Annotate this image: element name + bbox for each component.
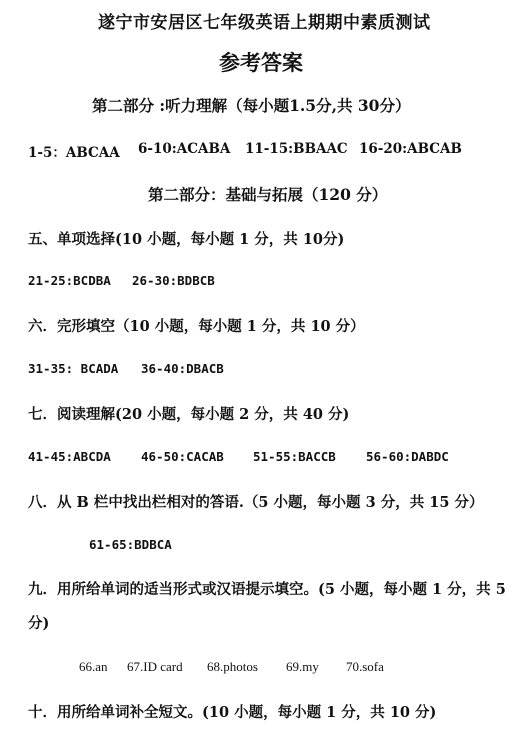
section-10-heading: 十．用所给单词补全短文。(10 小题，每小题 1 分，共 10 分): [28, 704, 437, 721]
document-subtitle: 参考答案: [219, 50, 303, 75]
section-9-heading-line1: 九．用所给单词的适当形式或汉语提示填空。(5 小题，每小题 1 分，共 5: [28, 581, 506, 598]
section-8-heading: 八．从 B 栏中找出栏相对的答语.（5 小题，每小题 3 分，共 15 分）: [28, 494, 484, 511]
answer-s9-2: 67.ID card: [127, 659, 183, 674]
answer-s7-2: 46-50:CACAB: [141, 449, 224, 464]
answer-s7-3: 51-55:BACCB: [253, 449, 336, 464]
answer-s7-4: 56-60:DABDC: [366, 449, 449, 464]
answer-s5-1: 21-25:BCDBA: [28, 273, 111, 288]
section-basics-heading: 第二部分：基础与拓展（120 分）: [148, 185, 388, 204]
section-5-heading: 五、单项选择(10 小题，每小题 1 分，共 10分): [28, 231, 345, 248]
answer-listening-2: 6-10:ACABA: [138, 141, 231, 157]
answer-s9-5: 70.sofa: [346, 659, 384, 674]
answer-s9-4: 69.my: [286, 659, 319, 674]
section-7-heading: 七．阅读理解(20 小题，每小题 2 分，共 40 分): [28, 406, 350, 423]
answer-s6-2: 36-40:DBACB: [141, 361, 224, 376]
section-9-heading-line2: 分): [28, 615, 50, 632]
answer-s8-1: 61-65:BDBCA: [89, 537, 172, 552]
answer-listening-3: 11-15:BBAAC: [245, 141, 348, 157]
answer-s5-2: 26-30:BDBCB: [132, 273, 215, 288]
section-6-heading: 六．完形填空（10 小题，每小题 1 分，共 10 分）: [28, 318, 365, 335]
answer-s6-1: 31-35: BCADA: [28, 361, 119, 376]
answer-listening-4: 16-20:ABCAB: [359, 141, 462, 157]
document-title: 遂宁市安居区七年级英语上期期中素质测试: [98, 13, 431, 33]
section-listening-heading: 第二部分 :听力理解（每小题1.5分,共 30分）: [92, 96, 411, 115]
answer-s7-1: 41-45:ABCDA: [28, 449, 111, 464]
answer-s9-3: 68.photos: [207, 659, 258, 674]
answer-listening-1: 1-5：ABCAA: [28, 145, 120, 161]
answer-s9-1: 66.an: [79, 659, 108, 674]
